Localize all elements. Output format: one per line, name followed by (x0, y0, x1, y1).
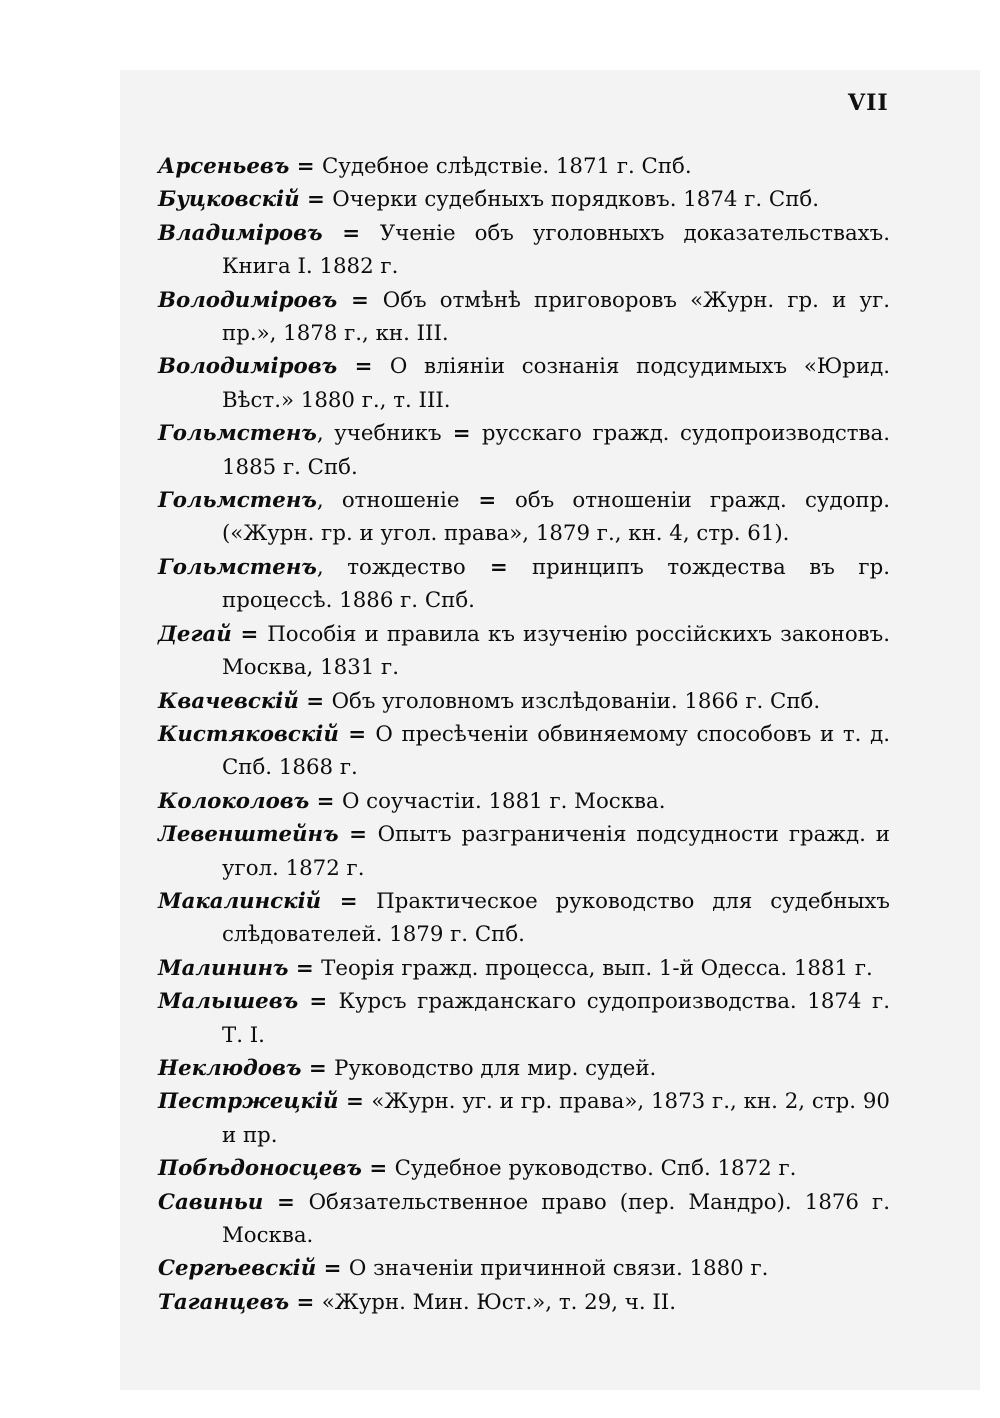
entry-text: принципъ тождества въ гр. процессѣ. 1886 г. Спб. (222, 554, 890, 614)
equals-sign: = (337, 354, 390, 380)
equals-sign: = (465, 554, 532, 580)
entry-author: Гольмстенъ (158, 554, 317, 580)
entry-author: Гольмстенъ (158, 421, 317, 447)
equals-sign: = (309, 788, 342, 814)
entry-text: Объ отмѣнѣ приговоровъ «Журн. гр. и уг. пр.», 1878 г., кн. III. (222, 287, 890, 347)
entry-author: Савиньи (158, 1189, 264, 1215)
bibliography-entry (158, 217, 890, 284)
entry-text: «Журн. Мин. Юст.», т. 29, ч. II. (321, 1289, 676, 1315)
bibliography-entry (158, 785, 890, 818)
entry-text: «Журн. уг. и гр. права», 1873 г., кн. 2, стр. 90 и пр. (222, 1089, 890, 1148)
entry-text: русскаго гражд. судопроизводства. 1885 г. Спб. (222, 421, 890, 480)
entry-subtitle: , тождество (316, 554, 466, 580)
entry-text: Судебное руководство. Спб. 1872 г. (394, 1156, 797, 1182)
entry-author: Колоколовъ (158, 788, 310, 814)
entry-text: Обязательственное право (пер. Мандро). 1876 г. Москва. (222, 1189, 890, 1248)
equals-sign: = (298, 989, 339, 1015)
entry-text: Ученіе объ уголовныхъ доказательствахъ. Книга I. 1882 г. (222, 220, 890, 280)
entry-text: О пресѣченіи обвиняемому способовъ и т. д. Спб. 1868 г. (222, 721, 890, 781)
equals-sign: = (337, 287, 383, 313)
bibliography-entry (158, 685, 890, 718)
equals-sign: = (338, 1089, 372, 1115)
bibliography-entry (158, 1085, 890, 1152)
bibliography-entry (158, 350, 890, 417)
entry-author: Арсеньевъ (158, 154, 290, 179)
bibliography-entry (158, 284, 890, 351)
equals-sign: = (459, 488, 516, 514)
bibliography-entry (158, 484, 890, 551)
bibliography-entry (158, 885, 890, 952)
entry-author: Кистяковскій (158, 721, 339, 747)
bibliography-entry (158, 551, 890, 618)
entry-text: Пособія и правила къ изученію россійскихъ законовъ. Москва, 1831 г. (222, 621, 890, 681)
entry-subtitle: , отношеніе (316, 488, 460, 514)
page-number: VII (848, 90, 889, 116)
entry-author: Пестржецкій (158, 1089, 339, 1115)
entry-author: Побѣдоносцевъ (158, 1156, 362, 1182)
entry-text: Судебное слѣдствіе. 1871 г. Спб. (322, 154, 692, 179)
entry-author: Володиміровъ (158, 354, 338, 380)
entry-author: Таганцевъ (158, 1289, 290, 1315)
entry-author: Неклюдовъ (158, 1055, 302, 1081)
entry-author: Сергѣевскій (158, 1256, 317, 1282)
entry-text: Руководство для мир. судей. (334, 1055, 657, 1081)
equals-sign: = (263, 1189, 309, 1215)
bibliography-entry (158, 1252, 890, 1285)
equals-sign: = (231, 621, 268, 647)
bibliography-entry (158, 1186, 890, 1253)
entry-author: Левенштейнъ (158, 822, 339, 848)
bibliography-entry (158, 1052, 890, 1085)
equals-sign: = (321, 888, 377, 914)
equals-sign: = (288, 955, 322, 981)
entry-author: Гольмстенъ (158, 488, 317, 514)
entry-text: О соучастіи. 1881 г. Москва. (341, 788, 666, 814)
bibliography-entry (158, 952, 890, 985)
equals-sign: = (441, 421, 482, 447)
entry-text: Практическое руководство для судебныхъ слѣдователей. 1879 г. Спб. (222, 888, 890, 948)
entry-text: Очерки судебныхъ порядковъ. 1874 г. Спб. (332, 187, 819, 213)
bibliography-entry (158, 1152, 890, 1185)
entry-text: Опытъ разграниченія подсудности гражд. и угол. 1872 г. (222, 822, 890, 881)
bibliography-entry (158, 818, 890, 885)
entry-text: О значеніи причинной связи. 1880 г. (348, 1256, 769, 1282)
equals-sign: = (289, 1289, 322, 1315)
entry-author: Квачевскій (158, 688, 299, 714)
equals-sign: = (289, 154, 323, 179)
bibliography-list (158, 150, 890, 1319)
bibliography-entry (158, 718, 890, 785)
entry-text: объ отношеніи гражд. судопр. («Журн. гр. и угол. права», 1879 г., кн. 4, стр. 61). (222, 488, 890, 547)
entry-text: Объ уголовномъ изслѣдованіи. 1866 г. Спб. (331, 688, 821, 714)
entry-author: Макалинскій (158, 888, 322, 914)
entry-author: Владиміровъ (158, 220, 323, 246)
equals-sign: = (316, 1256, 349, 1282)
entry-author: Малышевъ (158, 989, 299, 1015)
entry-author: Дегай (158, 621, 232, 647)
bibliography-entry (158, 985, 890, 1052)
bibliography-entry (158, 618, 890, 685)
equals-sign: = (301, 1055, 335, 1081)
entry-author: Малининъ (158, 955, 289, 981)
bibliography-entry (158, 183, 890, 216)
entry-author: Буцковскій (158, 187, 300, 213)
bibliography-entry (158, 417, 890, 484)
equals-sign: = (338, 822, 378, 848)
equals-sign: = (361, 1156, 395, 1182)
entry-author: Володиміровъ (158, 287, 338, 313)
bibliography-entry (158, 1286, 890, 1319)
equals-sign: = (322, 220, 380, 246)
equals-sign: = (298, 688, 332, 714)
entry-text: Теорія гражд. процесса, вып. 1-й Одесса. 1881 г. (321, 955, 873, 981)
equals-sign: = (338, 721, 376, 747)
entry-text: О вліяніи сознанія подсудимыхъ «Юрид. Вѣст.» 1880 г., т. III. (222, 354, 890, 413)
entry-subtitle: , учебникъ (316, 421, 442, 447)
bibliography-entry (158, 150, 890, 183)
equals-sign: = (299, 187, 333, 213)
entry-text: Курсъ гражданскаго судопроизводства. 1874 г. Т. I. (222, 989, 890, 1048)
